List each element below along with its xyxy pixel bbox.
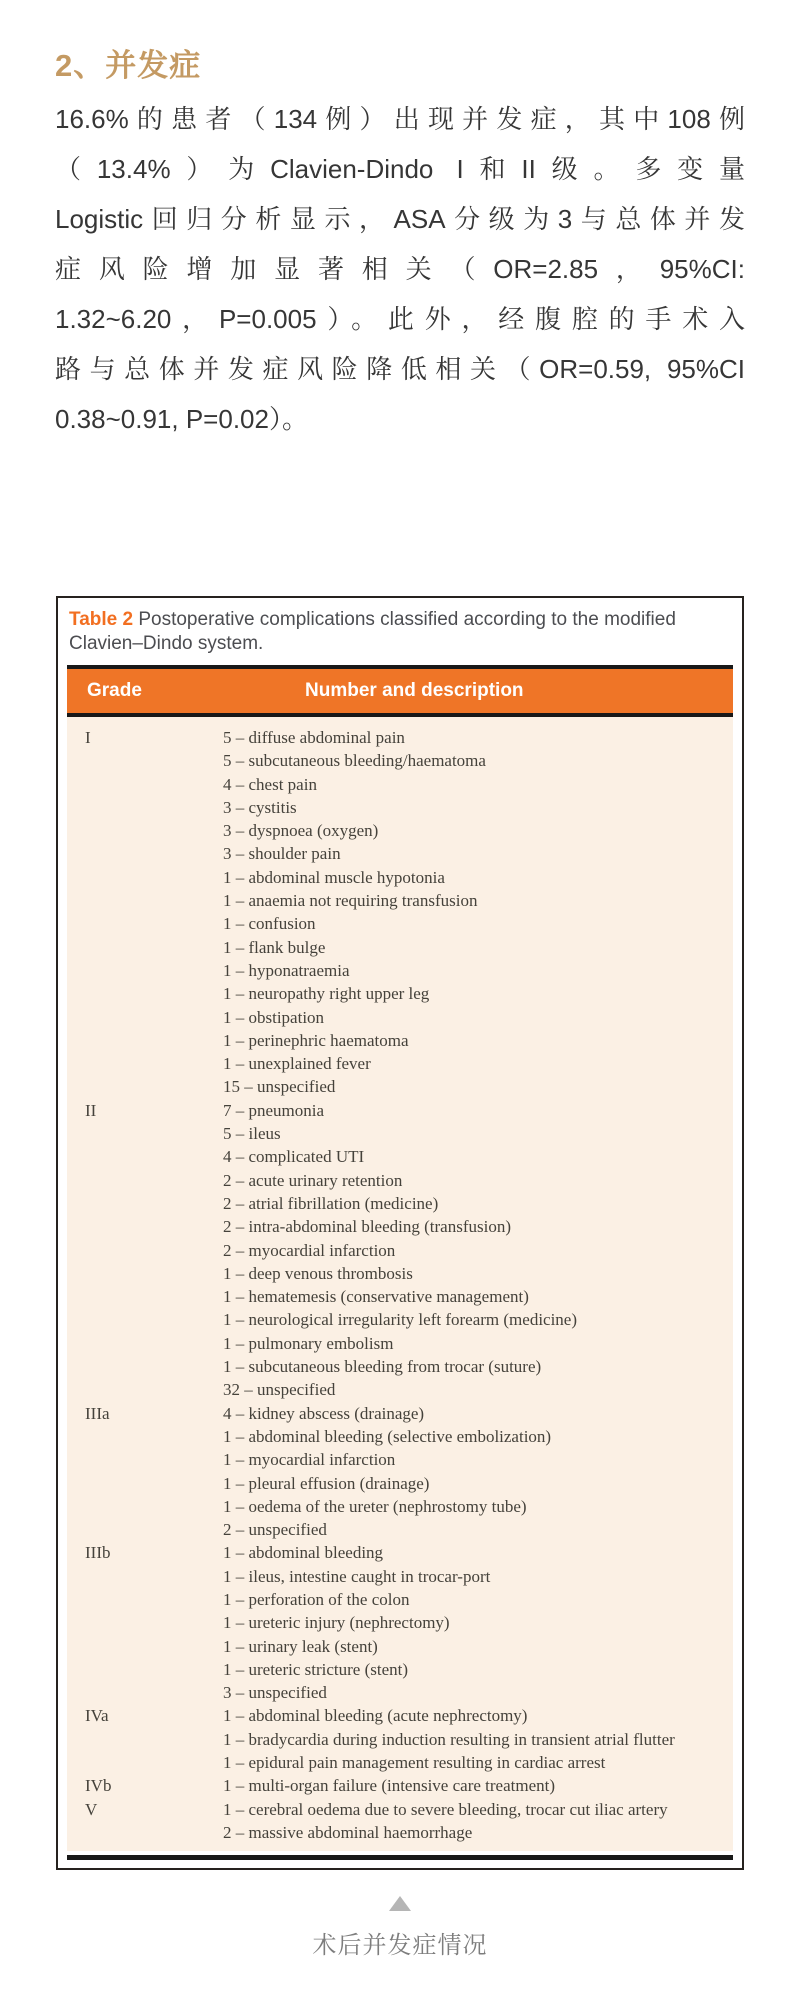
description-cell: 1 – abdominal bleeding [223,1543,384,1563]
paragraph-line: 1.32~6.20，P=0.005）。此外，经腹腔的手术入 [55,304,745,334]
description-cell: 2 – myocardial infarction [223,1240,396,1260]
table-row [67,1402,733,1425]
paragraph-line: 路与总体并发症风险降低相关（OR=0.59, 95%CI [55,354,745,384]
table-row [67,1588,733,1611]
description-cell: 1 – ureteric injury (nephrectomy) [223,1613,450,1633]
grade-column-header: Grade [87,680,142,701]
grade-cell [67,912,223,935]
description-cell: 5 – ileus [223,1124,281,1144]
grade-cell [67,1006,223,1029]
description-cell: 1 – perforation of the colon [223,1589,410,1609]
grade-cell [67,959,223,982]
description-cell: 3 – dyspnoea (oxygen) [223,821,379,841]
description-cell: 1 – abdominal bleeding (selective embolization) [223,1426,552,1446]
table-row [67,912,733,935]
description-cell: 1 – deep venous thrombosis [223,1263,413,1283]
description-cell: 5 – diffuse abdominal pain [223,728,405,747]
table-row [67,1658,733,1681]
table-body [67,717,733,1851]
description-cell: 1 – ileus, intestine caught in trocar-port [223,1566,491,1586]
table-row [67,1798,733,1821]
table-row [67,1239,733,1262]
grade-cell [67,1472,223,1495]
grade-cell: IVa [85,1706,109,1726]
grade-cell [67,1145,223,1168]
grade-cell: IIIa [85,1403,110,1423]
grade-cell [67,842,223,865]
grade-cell [67,1425,223,1448]
table-row [67,749,733,772]
description-cell: 1 – urinary leak (stent) [223,1636,378,1656]
description-cell: 1 – cerebral oedema due to severe bleeding, trocar cut iliac artery [223,1799,668,1819]
grade-cell: V [85,1799,98,1819]
description-cell: 2 – acute urinary retention [223,1170,403,1190]
table-row [67,1029,733,1052]
description-cell: 32 – unspecified [223,1380,336,1400]
table-row [67,1355,733,1378]
grade-cell [67,1332,223,1355]
table-row [67,936,733,959]
description-cell: 1 – epidural pain management resulting in cardiac arrest [223,1753,606,1773]
table-row [67,1635,733,1658]
table-header-row [67,665,733,717]
grade-cell [67,1192,223,1215]
table-row [67,1052,733,1075]
table-row [67,1215,733,1238]
table-row [67,1122,733,1145]
table-title-body: Postoperative complications classified according to the modified Clavien–Dindo system. [69,609,676,654]
grade-cell [67,1355,223,1378]
description-column-header: Number and description [305,680,524,701]
grade-cell [67,1518,223,1541]
table-row [67,1169,733,1192]
grade-cell [67,1308,223,1331]
description-cell: 1 – neurological irregularity left forearm (medicine) [223,1310,578,1330]
grade-cell [67,1075,223,1098]
grade-cell [67,1681,223,1704]
table-row [67,1006,733,1029]
description-cell: 1 – unexplained fever [223,1054,371,1074]
table-row [67,796,733,819]
description-cell: 1 – abdominal bleeding (acute nephrectomy) [223,1706,528,1726]
table-row [67,1541,733,1564]
description-cell: 4 – kidney abscess (drainage) [223,1403,425,1423]
grade-cell [67,1728,223,1751]
grade-cell: I [85,728,91,747]
grade-cell [67,982,223,1005]
description-cell: 5 – subcutaneous bleeding/haematoma [223,751,486,771]
grade-cell [67,1751,223,1774]
table-row [67,1075,733,1098]
description-cell: 1 – multi-organ failure (intensive care treatment) [223,1776,555,1796]
description-cell: 1 – subcutaneous bleeding from trocar (suture) [223,1357,542,1377]
description-cell: 3 – unspecified [223,1683,327,1703]
table-row [67,959,733,982]
table-row [67,1495,733,1518]
description-cell: 1 – anaemia not requiring transfusion [223,891,478,911]
description-cell: 1 – pleural effusion (drainage) [223,1473,430,1493]
grade-cell [67,1215,223,1238]
grade-cell [67,1611,223,1634]
description-cell: 1 – perinephric haematoma [223,1030,409,1050]
grade-cell [67,1052,223,1075]
table-row [67,1192,733,1215]
paragraph-line: （13.4%）为Clavien-Dindo I和II级。多变量 [55,154,745,184]
description-cell: 1 – pulmonary embolism [223,1333,394,1353]
paragraph-line: 16.6%的患者（134例）出现并发症，其中108例 [55,104,745,134]
grade-cell [67,1448,223,1471]
grade-cell: IVb [85,1776,112,1796]
grade-cell [67,866,223,889]
description-cell: 3 – cystitis [223,797,297,817]
description-cell: 7 – pneumonia [223,1100,325,1120]
description-cell: 1 – abdominal muscle hypotonia [223,867,445,887]
table-row [67,866,733,889]
table-row [67,726,733,749]
description-cell: 1 – myocardial infarction [223,1450,396,1470]
table-row [67,1821,733,1844]
table-row [67,1751,733,1774]
grade-cell [67,749,223,772]
grade-cell [67,1635,223,1658]
grade-cell [67,819,223,842]
table-row [67,1448,733,1471]
grade-cell [67,773,223,796]
table-title-label: Table 2 [69,609,134,630]
description-cell: 1 – hyponatraemia [223,960,350,980]
description-cell: 1 – bradycardia during induction resulting in transient atrial flutter [223,1729,675,1749]
description-cell: 1 – flank bulge [223,937,326,957]
paragraph-line: 症风险增加显著相关（OR=2.85，95%CI: [55,254,745,284]
table-row [67,842,733,865]
grade-cell [67,1588,223,1611]
description-cell: 1 – oedema of the ureter (nephrostomy tube) [223,1496,527,1516]
table-row [67,1099,733,1122]
table-row [67,1332,733,1355]
table-row [67,1728,733,1751]
table-row [67,1285,733,1308]
table-row [67,889,733,912]
table-row [67,1774,733,1797]
grade-cell [67,1565,223,1588]
grade-cell [67,1262,223,1285]
grade-cell [67,1169,223,1192]
description-cell: 4 – complicated UTI [223,1147,365,1167]
table-row [67,982,733,1005]
grade-cell [67,1658,223,1681]
grade-cell [67,1495,223,1518]
description-cell: 2 – massive abdominal haemorrhage [223,1822,473,1842]
table-row [67,773,733,796]
table-row [67,1425,733,1448]
grade-cell [67,1122,223,1145]
table-row [67,1472,733,1495]
table-row [67,1611,733,1634]
grade-cell: IIIb [85,1543,111,1563]
description-cell: 15 – unspecified [223,1077,336,1097]
description-cell: 2 – atrial fibrillation (medicine) [223,1193,439,1213]
description-cell: 2 – unspecified [223,1520,327,1540]
description-cell: 2 – intra-abdominal bleeding (transfusion) [223,1217,511,1237]
description-cell: 1 – ureteric stricture (stent) [223,1659,409,1679]
description-cell: 1 – confusion [223,914,316,934]
grade-cell [67,1239,223,1262]
description-cell: 3 – shoulder pain [223,844,341,864]
description-cell: 4 – chest pain [223,774,317,794]
collapse-triangle-icon [389,1896,411,1911]
grade-cell [67,936,223,959]
table-row [67,1145,733,1168]
grade-cell [67,1285,223,1308]
description-cell: 1 – neuropathy right upper leg [223,984,430,1004]
description-cell: 1 – obstipation [223,1007,325,1027]
grade-cell [67,796,223,819]
grade-cell [67,889,223,912]
table-row [67,1565,733,1588]
grade-cell [67,1029,223,1052]
grade-cell: II [85,1100,97,1120]
table-row [67,1704,733,1727]
grade-cell [67,1378,223,1401]
paragraph-line: 0.38~0.91, P=0.02）。 [55,404,308,434]
table-figure-image[interactable] [56,596,744,1870]
table-row [67,819,733,842]
table-row [67,1308,733,1331]
body-paragraph [55,94,745,444]
table-title [69,608,732,656]
table-row [67,1262,733,1285]
table-row [67,1681,733,1704]
figure-caption: 术后并发症情况 [312,1932,488,1960]
table-bottom-rule [67,1855,733,1860]
paragraph-line: Logistic回归分析显示，ASA分级为3与总体并发 [55,204,745,234]
grade-cell [67,1821,223,1844]
section-heading: 2、并发症 [55,48,202,83]
table-row [67,1518,733,1541]
description-cell: 1 – hematemesis (conservative management) [223,1287,529,1307]
table-row [67,1378,733,1401]
